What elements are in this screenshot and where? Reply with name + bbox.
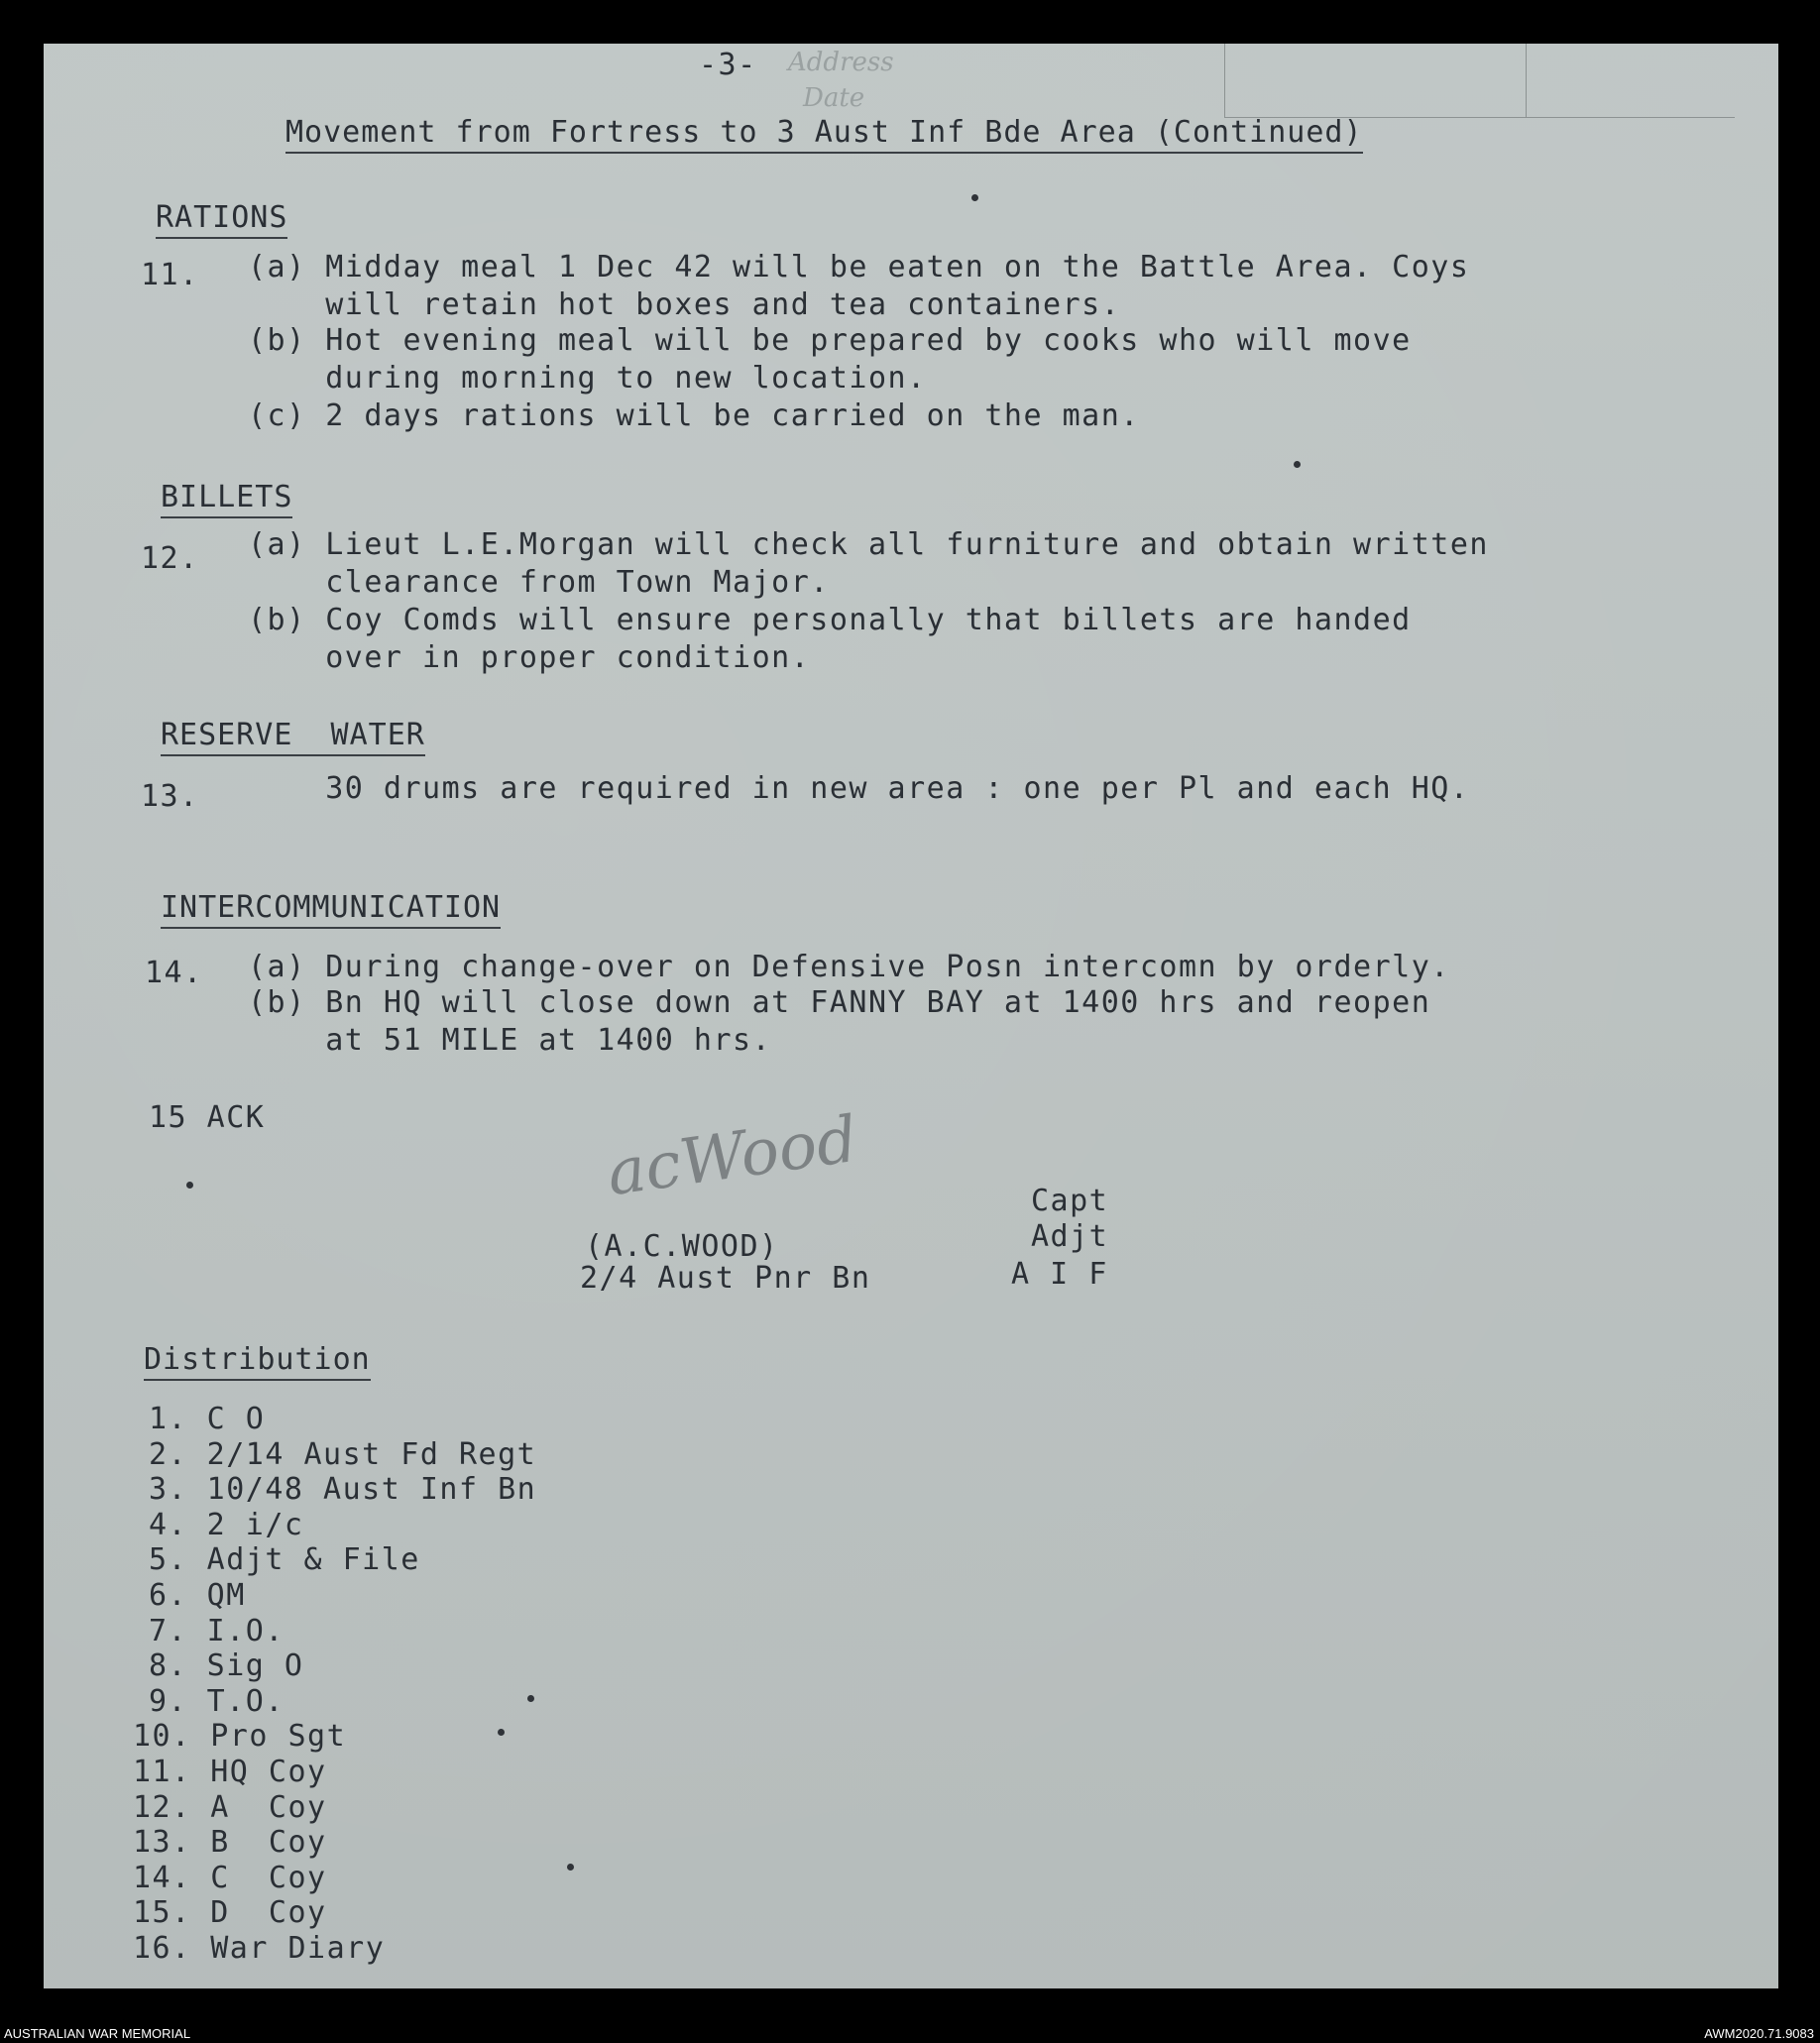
archive-footer <box>0 2026 1820 2043</box>
document-title: Movement from Fortress to 3 Aust Inf Bde Area (Continued) <box>285 115 1363 154</box>
page-number: -3- <box>699 48 757 82</box>
distribution-item: 15. D Coy <box>133 1895 327 1930</box>
signatory-appointment: Adjt <box>1031 1219 1109 1254</box>
signatory-force: A I F <box>1011 1257 1108 1292</box>
handwritten-signature: acWood <box>603 1102 862 1211</box>
item-number: 12. <box>141 541 199 576</box>
ink-speck <box>186 1182 193 1189</box>
item-line: (c) 2 days rations will be carried on the man. <box>248 398 1140 433</box>
item-line: (b) Hot evening meal will be prepared by cooks who will move <box>248 323 1412 358</box>
item-line: (b) Bn HQ will close down at FANNY BAY at 1400 hrs and reopen <box>248 985 1431 1020</box>
section-heading-intercommunication: INTERCOMMUNICATION <box>161 890 501 929</box>
ink-speck <box>527 1695 534 1702</box>
distribution-item: 1. C O <box>149 1402 266 1436</box>
item-number: 11. <box>141 258 199 292</box>
distribution-item: 16. War Diary <box>133 1931 386 1966</box>
archive-reference: AWM2020.71.9083 <box>1704 2026 1814 2041</box>
distribution-item: 11. HQ Coy <box>133 1755 327 1789</box>
distribution-item: 14. C Coy <box>133 1861 327 1895</box>
distribution-item: 2. 2/14 Aust Fd Regt <box>149 1437 537 1472</box>
distribution-item: 7. I.O. <box>149 1614 284 1648</box>
distribution-item: 9. T.O. <box>149 1684 284 1719</box>
item-line: 30 drums are required in new area : one per Pl and each HQ. <box>248 771 1470 806</box>
section-heading-reserve-water: RESERVE WATER <box>161 718 425 756</box>
ghost-stamp-date: Date <box>803 83 865 113</box>
item-line: at 51 MILE at 1400 hrs. <box>248 1023 772 1058</box>
ink-speck <box>498 1729 505 1736</box>
ghost-stamp-address: Address <box>788 48 894 77</box>
section-heading-rations: RATIONS <box>156 200 287 239</box>
item-line: clearance from Town Major. <box>248 565 830 600</box>
distribution-item: 10. Pro Sgt <box>133 1719 347 1754</box>
distribution-item: 12. A Coy <box>133 1790 327 1825</box>
ink-speck <box>971 194 978 201</box>
distribution-item: 5. Adjt & File <box>149 1542 420 1577</box>
item-number: 14. <box>145 956 203 990</box>
distribution-item: 13. B Coy <box>133 1825 327 1860</box>
item-number: 13. <box>141 779 199 814</box>
item-line: over in proper condition. <box>248 640 811 675</box>
item-line: during morning to new location. <box>248 361 927 396</box>
acknowledge-line: 15 ACK <box>149 1100 266 1135</box>
signatory-unit: 2/4 Aust Pnr Bn <box>580 1261 871 1296</box>
section-heading-billets: BILLETS <box>161 480 292 518</box>
item-line: (a) Lieut L.E.Morgan will check all furniture and obtain written <box>248 527 1489 562</box>
ink-speck <box>1294 461 1301 468</box>
item-line: will retain hot boxes and tea containers. <box>248 287 1121 322</box>
item-line: (b) Coy Comds will ensure personally that billets are handed <box>248 603 1412 637</box>
item-line: (a) Midday meal 1 Dec 42 will be eaten on the Battle Area. Coys <box>248 250 1470 284</box>
distribution-item: 6. QM <box>149 1578 246 1613</box>
distribution-item: 3. 10/48 Aust Inf Bn <box>149 1472 537 1507</box>
distribution-item: 4. 2 i/c <box>149 1508 304 1542</box>
distribution-heading: Distribution <box>144 1342 371 1381</box>
signatory-name: (A.C.WOOD) <box>585 1229 779 1264</box>
ink-speck <box>567 1864 574 1871</box>
attached-form-corner <box>1224 44 1779 117</box>
archive-name: AUSTRALIAN WAR MEMORIAL <box>4 2026 191 2041</box>
item-line: (a) During change-over on Defensive Posn intercomn by orderly. <box>248 950 1450 984</box>
signatory-rank: Capt <box>1031 1184 1109 1218</box>
distribution-item: 8. Sig O <box>149 1648 304 1683</box>
